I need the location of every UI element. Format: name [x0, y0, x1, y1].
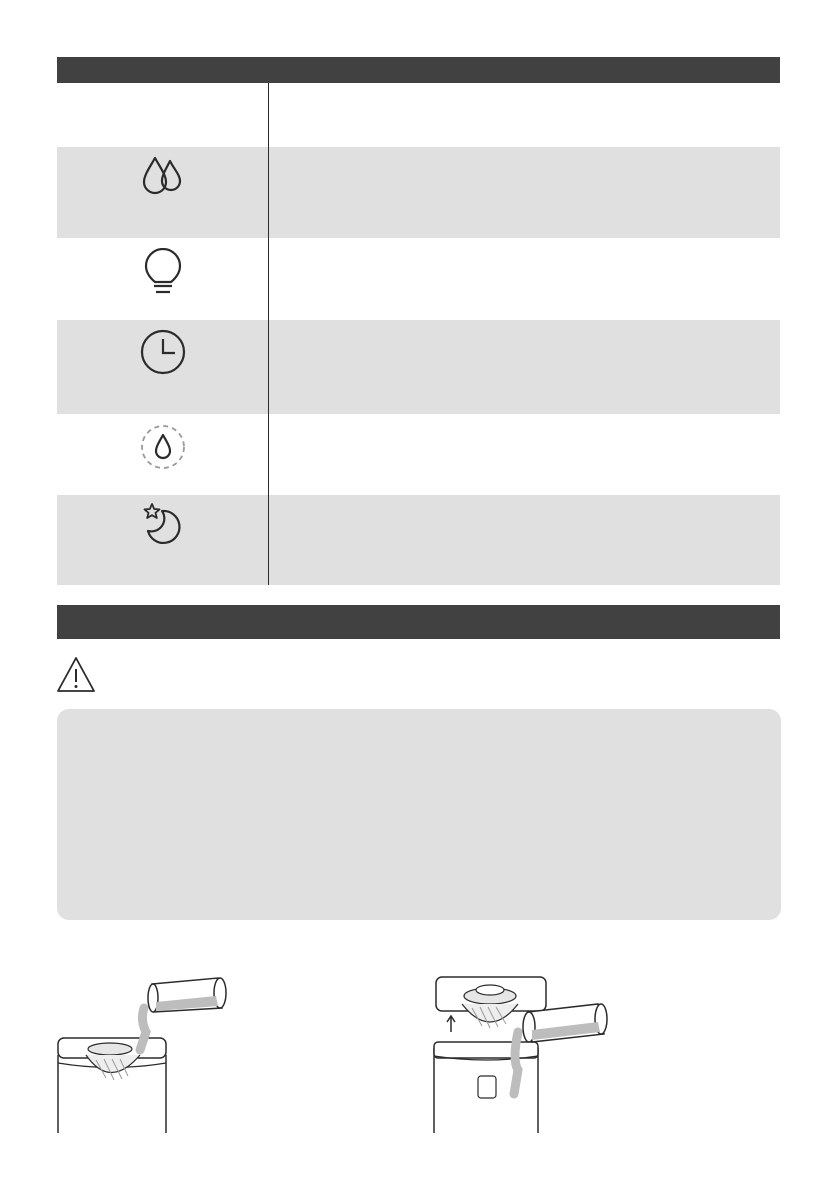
icon-cell: [57, 83, 269, 147]
star-moon-icon: [140, 501, 186, 547]
section-header-bar: [57, 605, 780, 639]
light-bulb-icon: [143, 248, 183, 298]
table-row-6: [57, 495, 780, 585]
double-water-drop-icon: [140, 153, 186, 197]
fill-from-top-illustration: [40, 960, 280, 1160]
table-row-5: [57, 414, 780, 495]
warning-triangle-icon: [55, 655, 97, 695]
dashed-circle-drop-icon: [138, 422, 188, 472]
icon-cell: [57, 414, 269, 495]
table-row-2: [57, 147, 780, 238]
icon-cell: [57, 147, 269, 238]
table-row-3: [57, 238, 780, 320]
table-row-1: [57, 83, 780, 147]
icon-cell: [57, 320, 269, 414]
warning-panel: [57, 709, 781, 920]
icon-cell: [57, 495, 269, 585]
icon-cell: [57, 238, 269, 320]
table-header-bar: [57, 57, 780, 83]
table-row-4: [57, 320, 780, 414]
table-column-divider: [268, 83, 269, 585]
clock-icon: [138, 327, 188, 377]
fill-tank-illustration: [420, 960, 660, 1160]
